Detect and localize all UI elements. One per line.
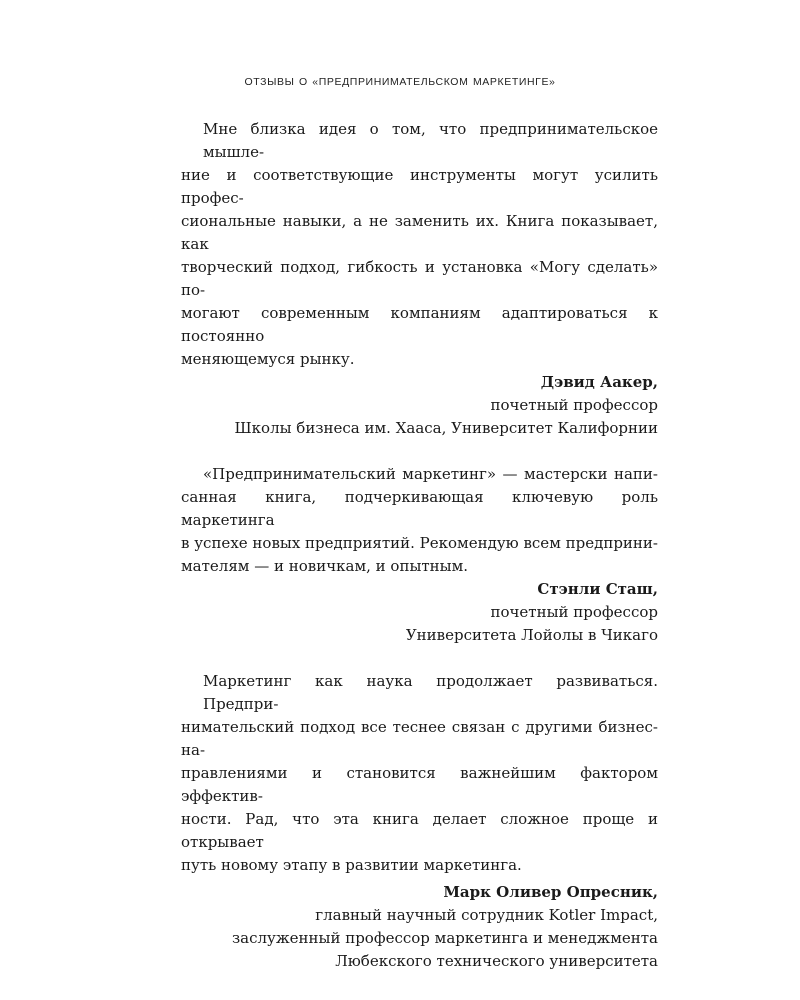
- author-title: главный научный сотрудник Kotler Impact,: [315, 906, 658, 924]
- text-line: сиональные навыки, а не заменить их. Книга показывает, как: [181, 212, 658, 253]
- author-title: почетный профессор: [490, 396, 658, 414]
- text-line: санная книга, подчеркивающая ключевую роль маркетинга: [181, 488, 658, 529]
- attribution: [181, 578, 658, 647]
- attribution: [181, 371, 658, 440]
- testimonial-aaker: [181, 118, 658, 440]
- attribution: [181, 881, 658, 973]
- running-head: ОТЗЫВЫ О «ПРЕДПРИНИМАТЕЛЬСКОМ МАРКЕТИНГЕ»: [244, 76, 556, 88]
- text-line: меняющемуся рынку.: [181, 350, 355, 368]
- text-line: правлениями и становится важнейшим фактором эффектив-: [181, 764, 658, 805]
- text-line: «Предпринимательский маркетинг» — мастерски напи-: [203, 465, 658, 483]
- testimonial-text: [181, 463, 658, 578]
- text-line: в успехе новых предприятий. Рекомендую всем предприни-: [181, 534, 658, 552]
- author-name: Стэнли Сташ,: [537, 580, 658, 598]
- author-title: Школы бизнеса им. Хааса, Университет Калифорнии: [234, 419, 658, 437]
- text-line: Мне близка идея о том, что предпринимательское мышле-: [203, 120, 658, 161]
- testimonial-stasch: [181, 463, 658, 647]
- text-line: ности. Рад, что эта книга делает сложное проще и открывает: [181, 810, 658, 851]
- author-title: заслуженный профессор маркетинга и менеджмента: [231, 929, 658, 947]
- author-title: Любекского технического университета: [335, 952, 658, 970]
- text-line: творческий подход, гибкость и установка «Могу сделать» по-: [181, 258, 658, 299]
- text-line: путь новому этапу в развитии маркетинга.: [181, 856, 522, 874]
- author-name: Дэвид Аакер,: [540, 373, 658, 391]
- testimonials-block: [181, 118, 658, 996]
- author-title: почетный профессор: [490, 603, 658, 621]
- text-line: ние и соответствующие инструменты могут усилить профес-: [181, 166, 658, 207]
- text-line: нимательский подход все теснее связан с другими бизнес-на-: [181, 718, 658, 759]
- text-line: мателям — и новичкам, и опытным.: [181, 557, 469, 575]
- testimonial-text: [181, 118, 658, 371]
- text-line: могают современным компаниям адаптироваться к постоянно: [181, 304, 658, 345]
- testimonial-opresnik: [181, 670, 658, 973]
- text-line: Маркетинг как наука продолжает развиваться. Предпри-: [203, 672, 658, 713]
- author-name: Марк Оливер Опресник,: [443, 883, 658, 901]
- testimonial-text: [181, 670, 658, 877]
- author-title: Университета Лойолы в Чикаго: [405, 626, 658, 644]
